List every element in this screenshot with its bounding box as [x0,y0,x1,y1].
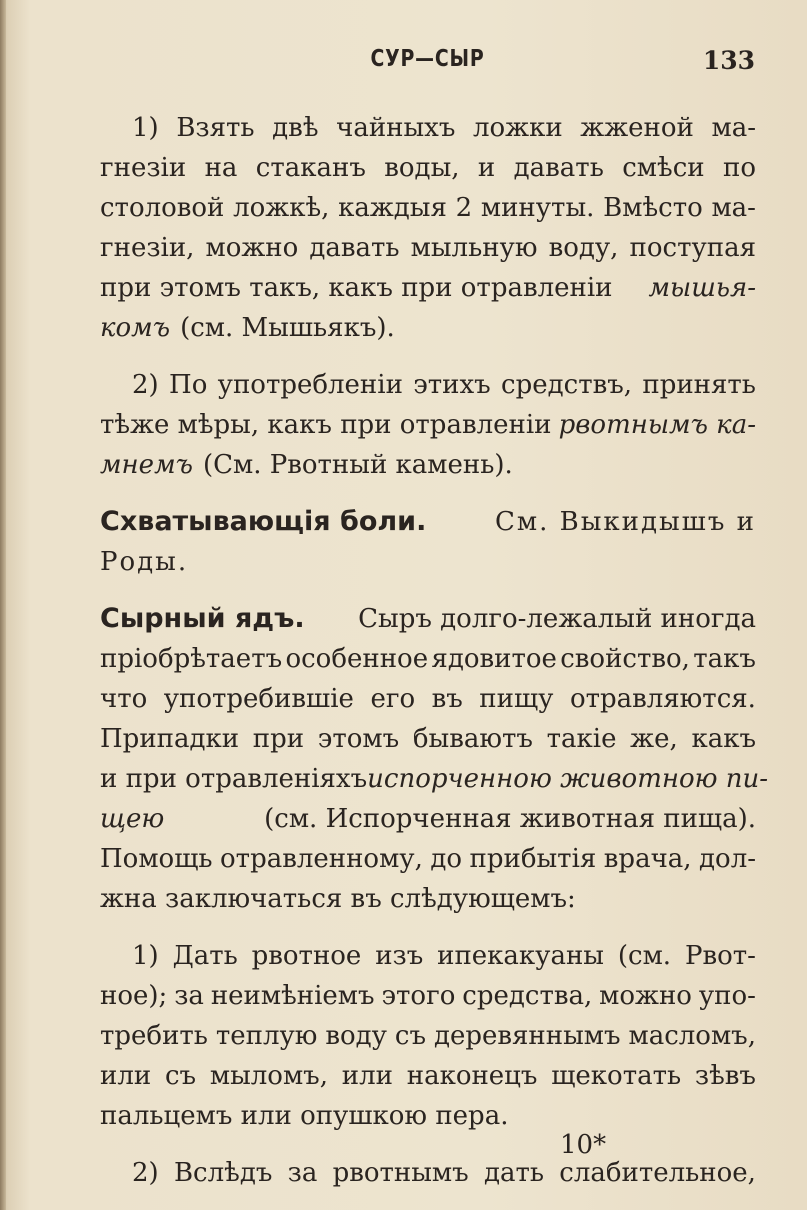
text-line: Помощь отравленному, до прибытія врача, дол- [100,844,756,874]
binding-edge [0,0,6,1210]
paragraph-magnesia [100,108,756,348]
body-text [100,108,769,1210]
text-line: 2) По употребленіи этихъ средствъ, принять [132,370,756,400]
entry-heading: Схватывающія боли. [100,506,427,537]
text-line: что употребившіе его въ пищу отравляются. [100,684,756,714]
entry-heading: Сырный ядъ. [100,603,305,634]
text-line: тѣже мѣры, какъ при отравленіи рвотнымъ ка- [100,405,756,445]
text-line: ное); за неимѣніемъ этого средства, можно упо- [100,981,756,1011]
text-line: и при отравленіяхъ испорченною животною пи- [100,759,756,799]
text-line: столовой ложкѣ, каждыя 2 минуты. Вмѣсто ма- [100,193,756,223]
signature-mark: 10* [560,1130,607,1160]
italic-term: мнемъ [100,450,193,480]
text-line: Сырный ядъ. Сыръ долго-лежалый иногда [100,599,756,639]
text-line: пальцемъ или опушкою пера. [100,1101,509,1131]
text-line: Роды. [100,547,189,577]
text-line: пріобрѣтаетъ особенное ядовитое свойство, такъ [100,644,756,674]
italic-term: рвотнымъ ка- [558,410,756,440]
page-header [100,46,755,86]
paragraph-ipecac [100,936,756,1136]
text-line: мнемъ (См. Рвотный камень). [100,445,756,485]
italic-term: испорченною животною пи- [367,764,769,794]
text-line: комъ (см. Мышьякъ). [100,308,756,348]
page-number: 133 [702,46,755,75]
text-line: Припадки при этомъ бываютъ такіе же, какъ [100,724,756,754]
text-line: гнезіи на стаканъ воды, и давать смѣси по [100,153,756,183]
paragraph-laxative [100,1153,756,1193]
text-line: 1) Взять двѣ чайныхъ ложки жженой ма- [132,113,756,143]
text-line: щею (см. Испорченная животная пища). [100,799,756,839]
text-line: Схватывающія боли. См. Выкидышъ и [100,502,756,542]
text-line: требить теплую воду съ деревяннымъ масломъ, [100,1021,756,1051]
paragraph-emetic-measures [100,365,756,485]
text-line: 1) Дать рвотное изъ ипекакуаны (см. Рвот- [132,941,756,971]
italic-term: комъ [100,313,171,343]
text-line: или съ мыломъ, или наконецъ щекотать зѣвъ [100,1061,756,1091]
text-line: гнезіи, можно давать мыльную воду, поступая [100,233,756,263]
text-line: 2) Вслѣдъ за рвотнымъ дать слабительное, [132,1158,756,1188]
text-line: жна заключаться въ слѣдующемъ: [100,884,576,914]
text-line: при этомъ такъ, какъ при отравленіи мышья- [100,268,756,308]
italic-term: щею [100,804,165,834]
italic-term: мышья- [648,273,756,303]
running-head: СУР—СЫР [370,46,485,72]
entry-cramping-pains [100,502,756,582]
entry-cheese-poison [100,599,769,919]
